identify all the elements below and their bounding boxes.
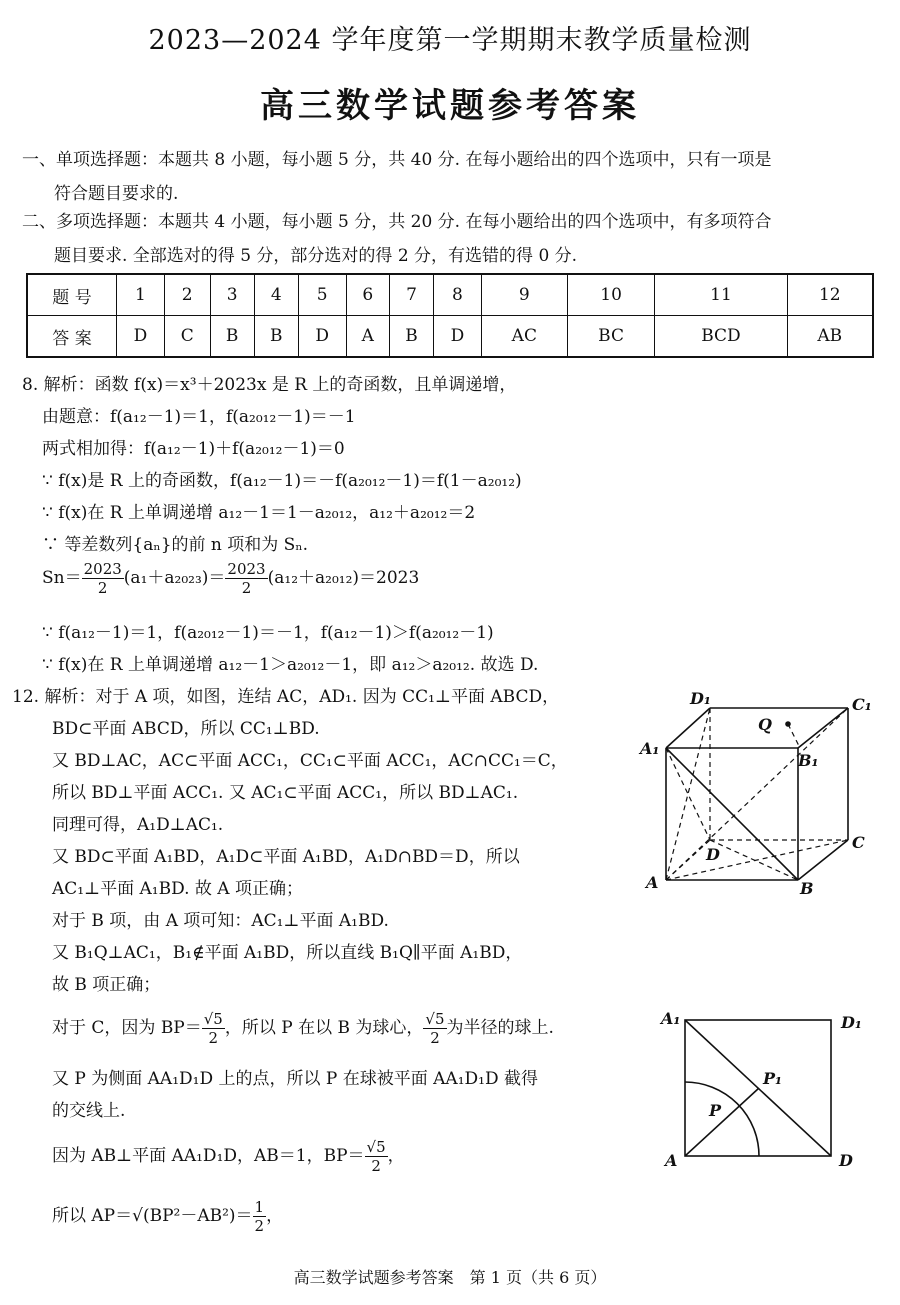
formula-text: ， xyxy=(266,1206,284,1226)
table-cell: B xyxy=(210,316,254,358)
table-cell: 12 xyxy=(787,274,873,316)
table-cell: 3 xyxy=(210,274,254,316)
diagonal-BD xyxy=(710,840,798,880)
label-A1: A₁ xyxy=(640,739,660,758)
formula-text: 因为 AB⊥平面 AA₁D₁D，AB＝1，BP＝ xyxy=(52,1146,365,1166)
table-cell: B xyxy=(254,316,298,358)
solution8-line: 8. 解析：函数 f(x)＝x³＋2023x 是 R 上的奇函数，且单调递增， xyxy=(22,375,517,395)
table-cell: D xyxy=(434,316,482,358)
label-B: B xyxy=(800,879,814,898)
edge-B1C1 xyxy=(798,708,848,748)
numerator: 1 xyxy=(254,1198,265,1216)
table-cell: D xyxy=(298,316,346,358)
fraction xyxy=(253,1198,267,1235)
denominator: 2 xyxy=(208,1029,219,1047)
table-cell: 7 xyxy=(389,274,433,316)
numerator: 2023 xyxy=(227,560,266,578)
edge-A1D1 xyxy=(666,708,710,748)
label-Q: Q xyxy=(758,715,772,734)
table-cell: 6 xyxy=(346,274,389,316)
table-cell: 5 xyxy=(298,274,346,316)
label-D1: D₁ xyxy=(841,1013,862,1032)
label-A: A xyxy=(665,1151,678,1170)
label-C: C xyxy=(852,833,865,852)
segment-QB1 xyxy=(788,724,800,748)
formula-text: ， xyxy=(387,1146,405,1166)
table-cell: 9 xyxy=(481,274,567,316)
table-cell: 10 xyxy=(567,274,655,316)
row-label: 答 案 xyxy=(27,316,117,358)
formula-text: 所以 AP＝√(BP²－AB²)＝ xyxy=(52,1206,253,1226)
denominator: 2 xyxy=(371,1157,381,1175)
numerator: √5 xyxy=(366,1138,386,1156)
section-single-choice xyxy=(22,143,882,211)
label-P1: P₁ xyxy=(763,1069,783,1088)
label-A: A xyxy=(646,873,659,892)
section-text: 一、单项选择题：本题共 8 小题，每小题 5 分，共 40 分. 在每小题给出的四个选项中，只有一项是 xyxy=(22,150,772,170)
section-text: 二、多项选择题：本题共 4 小题，每小题 5 分，共 20 分. 在每小题给出的四个选项中，有多项符合 xyxy=(22,212,772,232)
fraction xyxy=(365,1138,388,1175)
solution12-line: 对于 B 项，由 A 项可知：AC₁⊥平面 A₁BD. xyxy=(52,911,389,931)
label-B1: B₁ xyxy=(798,751,819,770)
solution12-line: 又 BD⊥AC，AC⊂平面 ACC₁，CC₁⊂平面 ACC₁，AC∩CC₁＝C， xyxy=(52,751,568,771)
table-row-answers xyxy=(27,316,873,358)
document-title: 高三数学试题参考答案 xyxy=(260,86,640,126)
page-footer: 高三数学试题参考答案 第 1 页（共 6 页） xyxy=(293,1268,607,1287)
table-cell: AB xyxy=(787,316,873,358)
solution8-line: 由题意：f(a₁₂－1)＝1，f(a₂₀₁₂－1)＝－1 xyxy=(42,407,356,427)
label-D: D xyxy=(839,1151,853,1170)
row-label: 题 号 xyxy=(27,274,117,316)
table-cell: C xyxy=(164,316,210,358)
section-multi-choice xyxy=(22,205,882,273)
solution12-bp-line xyxy=(52,1138,405,1175)
formula-text: (a₁＋a₂₀₂₃)＝ xyxy=(123,568,226,588)
table-cell: 4 xyxy=(254,274,298,316)
denominator: 2 xyxy=(254,1217,265,1235)
numerator: √5 xyxy=(425,1010,445,1028)
solution12-line: BD⊂平面 ABCD，所以 CC₁⊥BD. xyxy=(52,719,320,739)
face-figure xyxy=(655,1000,875,1180)
denominator: 2 xyxy=(241,579,252,597)
diagonal-AC1 xyxy=(666,708,848,880)
table-cell: 11 xyxy=(655,274,787,316)
label-P: P xyxy=(709,1101,722,1120)
solution12-line: 又 BD⊂平面 A₁BD，A₁D⊂平面 A₁BD，A₁D∩BD＝D，所以 xyxy=(52,847,520,867)
table-cell: A xyxy=(346,316,389,358)
numerator: 2023 xyxy=(83,560,122,578)
formula-text: 对于 C，因为 BP＝ xyxy=(52,1018,202,1038)
fraction xyxy=(82,560,124,597)
table-cell: B xyxy=(389,316,433,358)
solution8-line: ∵ f(a₁₂－1)＝1，f(a₂₀₁₂－1)＝－1，f(a₁₂－1)＞f(a₂₀₁₂－1) xyxy=(42,623,494,643)
segment-AP1 xyxy=(685,1088,759,1156)
solution12-ap-line xyxy=(52,1198,283,1235)
diagonal-A1D xyxy=(666,748,710,840)
table-cell: AC xyxy=(481,316,567,358)
fraction xyxy=(423,1010,446,1047)
exam-header: 2023—2024 学年度第一学期期末教学质量检测 xyxy=(148,25,752,56)
formula-text: 为半径的球上. xyxy=(446,1018,554,1038)
numerator: √5 xyxy=(203,1010,223,1028)
fraction xyxy=(202,1010,225,1047)
label-C1: C₁ xyxy=(852,695,872,714)
solution12-line: 又 P 为侧面 AA₁D₁D 上的点，所以 P 在球被平面 AA₁D₁D 截得 xyxy=(52,1069,538,1089)
solution12-line: 的交线上. xyxy=(52,1101,126,1121)
section-text: 题目要求. 全部选对的得 5 分，部分选对的得 2 分，有选错的得 0 分. xyxy=(54,246,578,266)
solution12-line: 同理可得，A₁D⊥AC₁. xyxy=(52,815,224,835)
formula-text: Sn＝ xyxy=(42,568,82,588)
formula-text: ，所以 P 在以 B 为球心， xyxy=(224,1018,424,1038)
cube-figure xyxy=(630,688,890,898)
label-A1: A₁ xyxy=(661,1009,681,1028)
fraction xyxy=(225,560,267,597)
table-cell: 8 xyxy=(434,274,482,316)
solution12-line: 又 B₁Q⊥AC₁，B₁∉平面 A₁BD，所以直线 B₁Q∥平面 A₁BD， xyxy=(52,943,523,963)
diagonal-A1B xyxy=(666,748,798,880)
table-cell: 2 xyxy=(164,274,210,316)
table-row-numbers xyxy=(27,274,873,316)
solution12-line: 12. 解析：对于 A 项，如图，连结 AC，AD₁. 因为 CC₁⊥平面 ABCD， xyxy=(12,687,560,707)
table-cell: BC xyxy=(567,316,655,358)
denominator: 2 xyxy=(97,579,108,597)
table-cell: BCD xyxy=(655,316,787,358)
table-cell: 1 xyxy=(117,274,165,316)
section-text: 符合题目要求的. xyxy=(54,184,179,204)
solution8-line: ∵ f(x)在 R 上单调递增 a₁₂－1＝1－a₂₀₁₂，a₁₂＋a₂₀₁₂＝2 xyxy=(42,503,476,523)
solution12-line: 故 B 项正确； xyxy=(52,975,161,995)
edge-BC xyxy=(798,840,848,880)
solution8-sum-formula xyxy=(42,560,419,597)
solution8-line: ∵ 等差数列{aₙ}的前 n 项和为 Sₙ. xyxy=(42,535,309,555)
point-Q xyxy=(785,721,791,727)
label-D1: D₁ xyxy=(690,689,711,708)
diagonal-AC xyxy=(666,840,848,880)
solution12-line: 所以 BD⊥平面 ACC₁. 又 AC₁⊂平面 ACC₁，所以 BD⊥AC₁. xyxy=(52,783,519,803)
answer-table xyxy=(26,273,874,358)
solution8-line: ∵ f(x)是 R 上的奇函数，f(a₁₂－1)＝－f(a₂₀₁₂－1)＝f(1－a₂₀₁₂) xyxy=(42,471,522,491)
solution8-line: 两式相加得：f(a₁₂－1)＋f(a₂₀₁₂－1)＝0 xyxy=(42,439,345,459)
denominator: 2 xyxy=(430,1029,440,1047)
solution12-c-line xyxy=(52,1010,554,1047)
label-D: D xyxy=(706,845,720,864)
formula-text: (a₁₂＋a₂₀₁₂)＝2023 xyxy=(267,568,420,588)
solution8-line: ∵ f(x)在 R 上单调递增 a₁₂－1＞a₂₀₁₂－1，即 a₁₂＞a₂₀₁₂. 故选 D. xyxy=(42,655,539,675)
table-cell: D xyxy=(117,316,165,358)
diagonal-AD1 xyxy=(666,708,710,880)
solution12-line: AC₁⊥平面 A₁BD. 故 A 项正确； xyxy=(52,879,303,899)
